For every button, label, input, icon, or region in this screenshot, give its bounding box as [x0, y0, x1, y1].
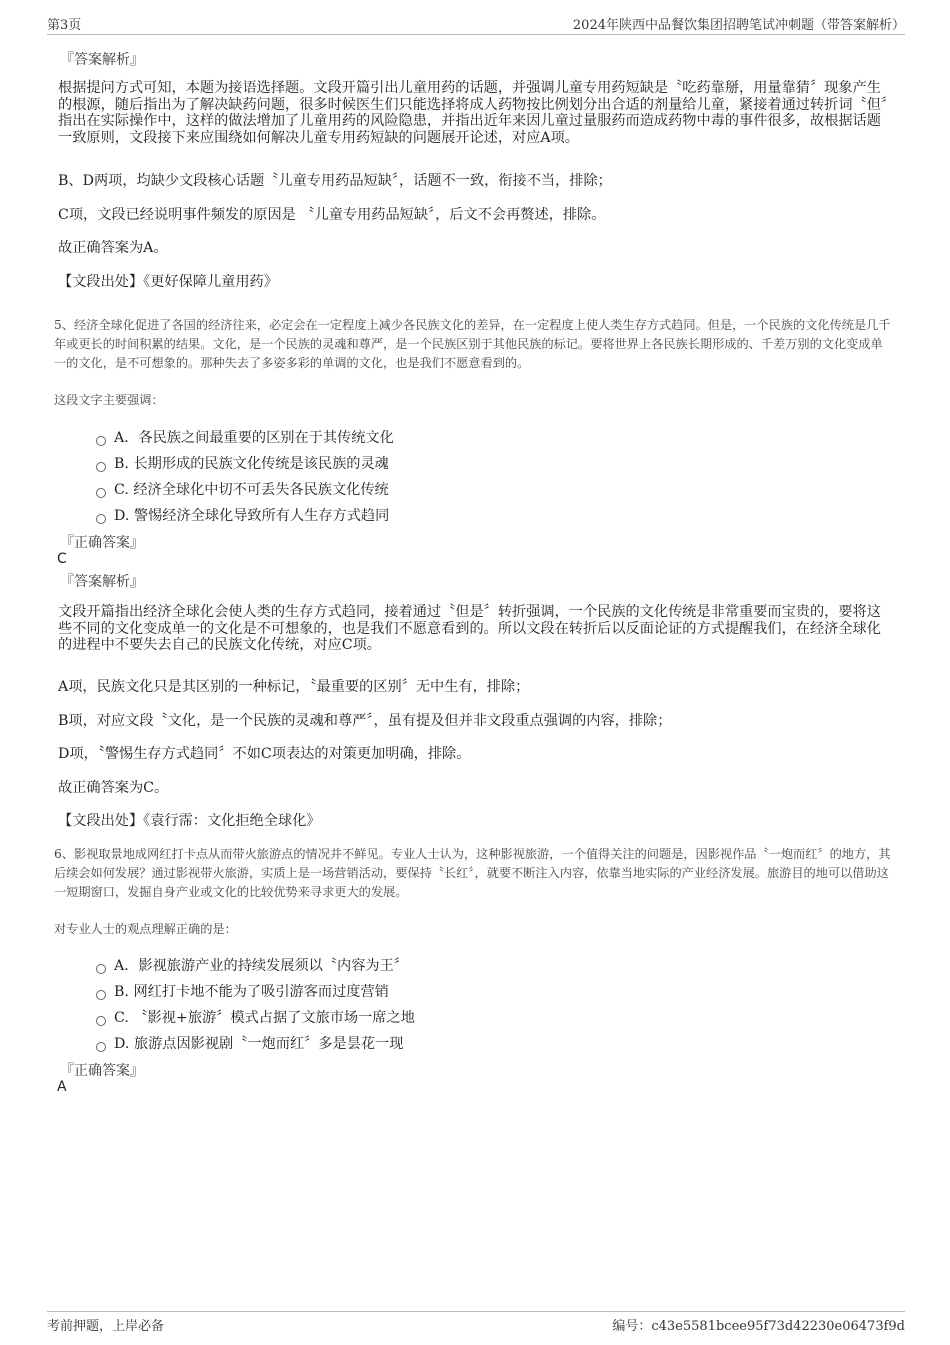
- question-6-option-c[interactable]: C. 〝影视+旅游〞模式占据了文旅市场一席之地: [96, 1007, 415, 1027]
- source-citation: 【文段出处】《更好保障儿童用药》: [58, 274, 278, 290]
- analysis-paragraph: 根据提问方式可知，本题为接语选择题。文段开篇引出儿童用药的话题，并强调儿童专用药短缺是〝吃药靠掰，用量靠猜〞现象产生的根源，随后指出为了解决缺药问题，很多时候医生们只能选择将成人药物按比例划分出合适的剂量给儿童，紧接着通过转折词〝但〞指出在实际操作中，这样的做法增加了儿童用药的风险隐患，并指出近年来因儿童过量服药而造成药物中毒的事件很多，故根据话题一致原则，文段接下来应围绕如何解决儿童专用药短缺的问题展开论述，对应A项。: [58, 80, 888, 146]
- analysis-line-b: B项，对应文段〝文化，是一个民族的灵魂和尊严〞，虽有提及但并非文段重点强调的内容，排除；: [58, 713, 672, 729]
- page-header: [47, 14, 905, 35]
- analysis-line-c: C项，文段已经说明事件频发的原因是 〝儿童专用药品短缺〞，后文不会再赘述，排除。: [58, 207, 606, 223]
- analysis-final: 故正确答案为C。: [58, 780, 169, 796]
- radio-button[interactable]: [96, 488, 106, 498]
- correct-answer-tag: 『正确答案』: [60, 535, 144, 551]
- correct-answer: C: [57, 551, 67, 567]
- radio-button[interactable]: [96, 436, 106, 446]
- analysis-paragraph: 文段开篇指出经济全球化会使人类的生存方式趋同，接着通过〝但是〞转折强调，一个民族的文化传统是非常重要而宝贵的，要将这些不同的文化变成单一的文化是不可想象的，也是我们不愿意看到的。所以文段在转折后以反面论证的方式提醒我们，在经济全球化的进程中不要失去自己的民族文化传统，对应C项。: [58, 604, 881, 653]
- question-6-option-d[interactable]: D. 旅游点因影视剧〝一炮而红〞多是昙花一现: [96, 1033, 403, 1053]
- question-5-text: 5、经济全球化促进了各国的经济往来，必定会在一定程度上减少各民族文化的差异，在一定程度上使人类生存方式趋同。但是，一个民族的文化传统是几千年或更长的时间积累的结果。文化，是一个民族的灵魂和尊严，是一个民族区别于其他民族的标记。要将世界上各民族长期形成的、千差万别的文化变成单一的文化，是不可想象的。那种失去了多姿多彩的单调的文化，也是我们不愿意看到的。: [54, 318, 891, 370]
- radio-button[interactable]: [96, 1042, 106, 1052]
- analysis-tag: 『答案解析』: [60, 574, 144, 590]
- question-5-option-a[interactable]: A．各民族之间最重要的区别在于其传统文化: [96, 427, 394, 447]
- radio-button[interactable]: [96, 990, 106, 1000]
- question-6-option-b[interactable]: B. 网红打卡地不能为了吸引游客而过度营销: [96, 981, 389, 1001]
- analysis-line-a: A项，民族文化只是其区别的一种标记，〝最重要的区别〞无中生有，排除；: [58, 679, 530, 695]
- source-citation: 【文段出处】《袁行霈：文化拒绝全球化》: [58, 813, 321, 829]
- radio-button[interactable]: [96, 1016, 106, 1026]
- question-5-option-d[interactable]: D. 警惕经济全球化导致所有人生存方式趋同: [96, 505, 389, 525]
- question-6-prompt: 对专业人士的观点理解正确的是：: [54, 922, 237, 936]
- page-footer: [47, 1311, 905, 1334]
- radio-button[interactable]: [96, 462, 106, 472]
- document-code: 编号：c43e5581bcee95f73d42230e06473f9d: [612, 1319, 905, 1334]
- analysis-tag: 『答案解析』: [60, 52, 144, 68]
- footer-slogan: 考前押题，上岸必备: [47, 1319, 165, 1334]
- question-6-text: 6、影视取景地成网红打卡点从而带火旅游点的情况并不鲜见。专业人士认为，这种影视旅游，一个值得关注的问题是，因影视作品〝一炮而红〞的地方，其后续会如何发展？通过影视带火旅游，实质上是一场营销活动，要保持〝长红〞，就要不断注入内容，依靠当地实际的产业经济发展。旅游目的地可以借助这一短期窗口，发掘自身产业或文化的比较优势来寻求更大的发展。: [54, 847, 891, 899]
- correct-answer: A: [57, 1079, 67, 1095]
- question-5-prompt: 这段文字主要强调：: [54, 393, 164, 407]
- correct-answer-tag: 『正确答案』: [60, 1063, 144, 1079]
- question-6-option-a[interactable]: A．影视旅游产业的持续发展须以〝内容为王〞: [96, 955, 408, 975]
- analysis-line-bd: B、D两项，均缺少文段核心话题〝儿童专用药品短缺〞，话题不一致，衔接不当，排除；: [58, 173, 612, 189]
- page-number: 第3页: [47, 18, 82, 33]
- radio-button[interactable]: [96, 514, 106, 524]
- analysis-final: 故正确答案为A。: [58, 240, 168, 256]
- analysis-line-d: D项，〝警惕生存方式趋同〞不如C项表达的对策更加明确，排除。: [58, 746, 471, 762]
- question-5-option-c[interactable]: C. 经济全球化中切不可丢失各民族文化传统: [96, 479, 389, 499]
- radio-button[interactable]: [96, 964, 106, 974]
- document-title: 2024年陕西中品餐饮集团招聘笔试冲刺题（带答案解析）: [572, 18, 905, 33]
- question-5-option-b[interactable]: B. 长期形成的民族文化传统是该民族的灵魂: [96, 453, 389, 473]
